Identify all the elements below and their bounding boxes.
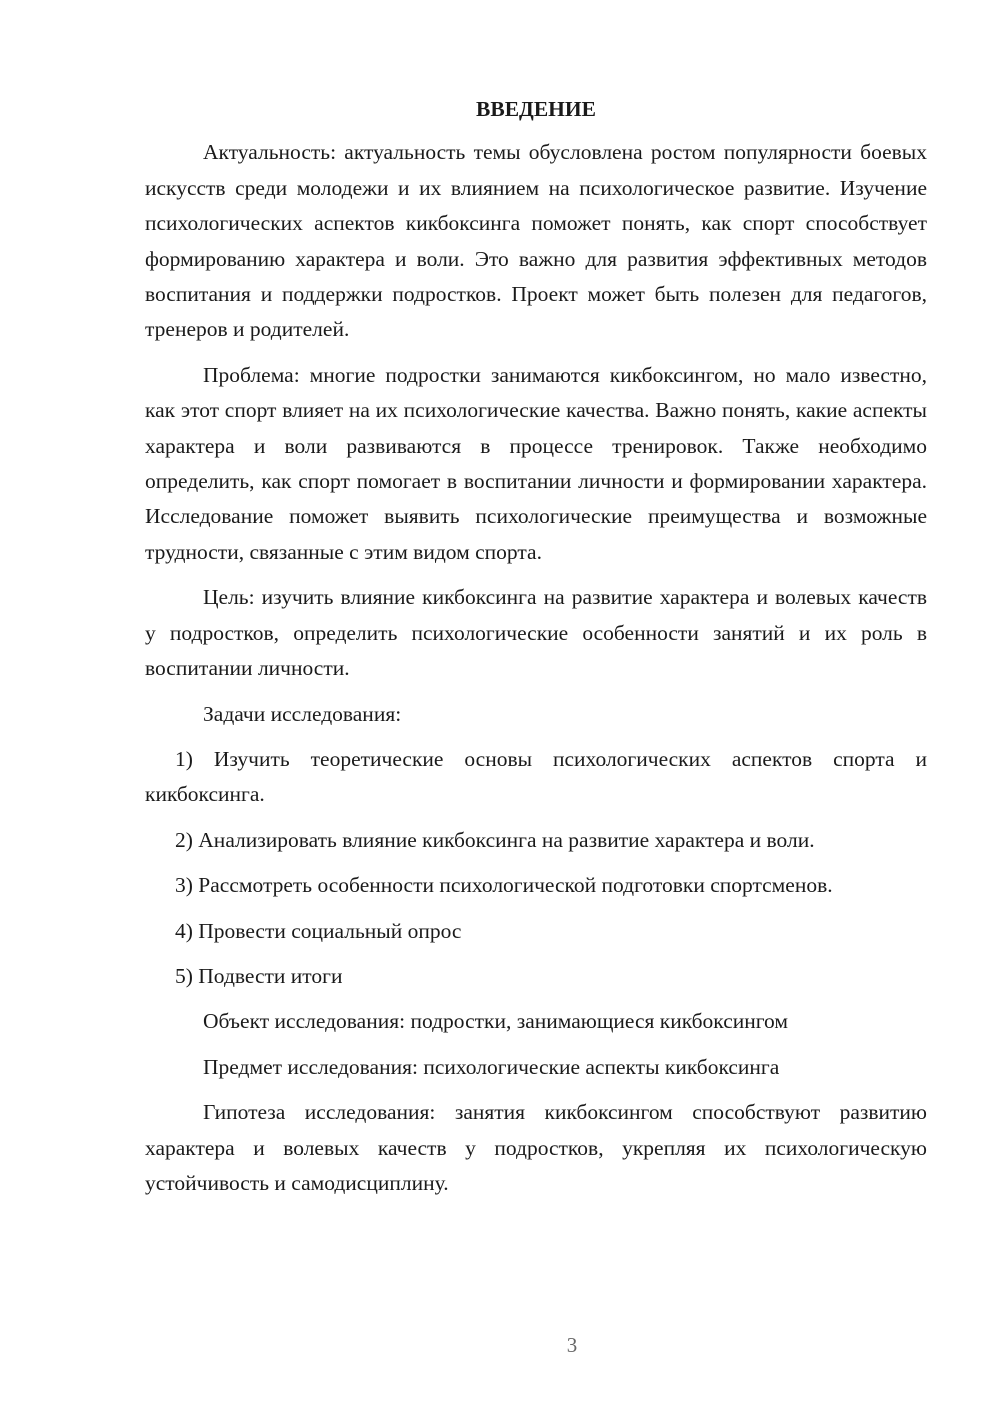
task-item-5: 5) Подвести итоги bbox=[175, 963, 343, 988]
tasks-heading: Задачи исследования: bbox=[203, 701, 402, 726]
research-object: Объект исследования: подростки, занимающиеся кикбоксингом bbox=[203, 1009, 789, 1034]
document-page bbox=[145, 92, 927, 1211]
task-item-4: 4) Провести социальный опрос bbox=[175, 918, 462, 943]
relevance-paragraph: Актуальность: актуальность темы обусловлена ростом популярности боевых искусств среди молодежи и их влиянием на психологическое развитие. Изучение психологических аспектов кикбоксинга поможет понять, как спорт способствует формированию характера и воли. Это важно для развития эффективных методов воспитания и поддержки подростков. Проект может быть полезен для педагогов, тренеров и родителей. bbox=[145, 140, 927, 342]
research-subject: Предмет исследования: психологические аспекты кикбоксинга bbox=[203, 1054, 780, 1079]
page-title: ВВЕДЕНИЕ bbox=[476, 97, 596, 121]
tasks-list bbox=[145, 742, 927, 994]
task-item-3: 3) Рассмотреть особенности психологической подготовки спортсменов. bbox=[175, 873, 833, 898]
task-item-2: 2) Анализировать влияние кикбоксинга на развитие характера и воли. bbox=[175, 827, 815, 852]
problem-paragraph: Проблема: многие подростки занимаются кикбоксингом, но мало известно, как этот спорт влияет на их психологические качества. Важно понять, какие аспекты характера и воли развиваются в процессе тренировок. Также необходимо определить, как спорт помогает в воспитании личности и формировании характера. Исследование поможет выявить психологические преимущества и возможные трудности, связанные с этим видом спорта. bbox=[145, 362, 927, 564]
task-item-1: 1) Изучить теоретические основы психологических аспектов спорта и кикбоксинга. bbox=[145, 746, 927, 807]
research-hypothesis: Гипотеза исследования: занятия кикбоксингом способствуют развитию характера и волевых качеств у подростков, укрепляя их психологическую устойчивость и самодисциплину. bbox=[145, 1100, 927, 1195]
page-number: 3 bbox=[566, 1333, 578, 1357]
goal-paragraph: Цель: изучить влияние кикбоксинга на развитие характера и волевых качеств у подростков, определить психологические особенности занятий и их роль в воспитании личности. bbox=[145, 585, 927, 681]
